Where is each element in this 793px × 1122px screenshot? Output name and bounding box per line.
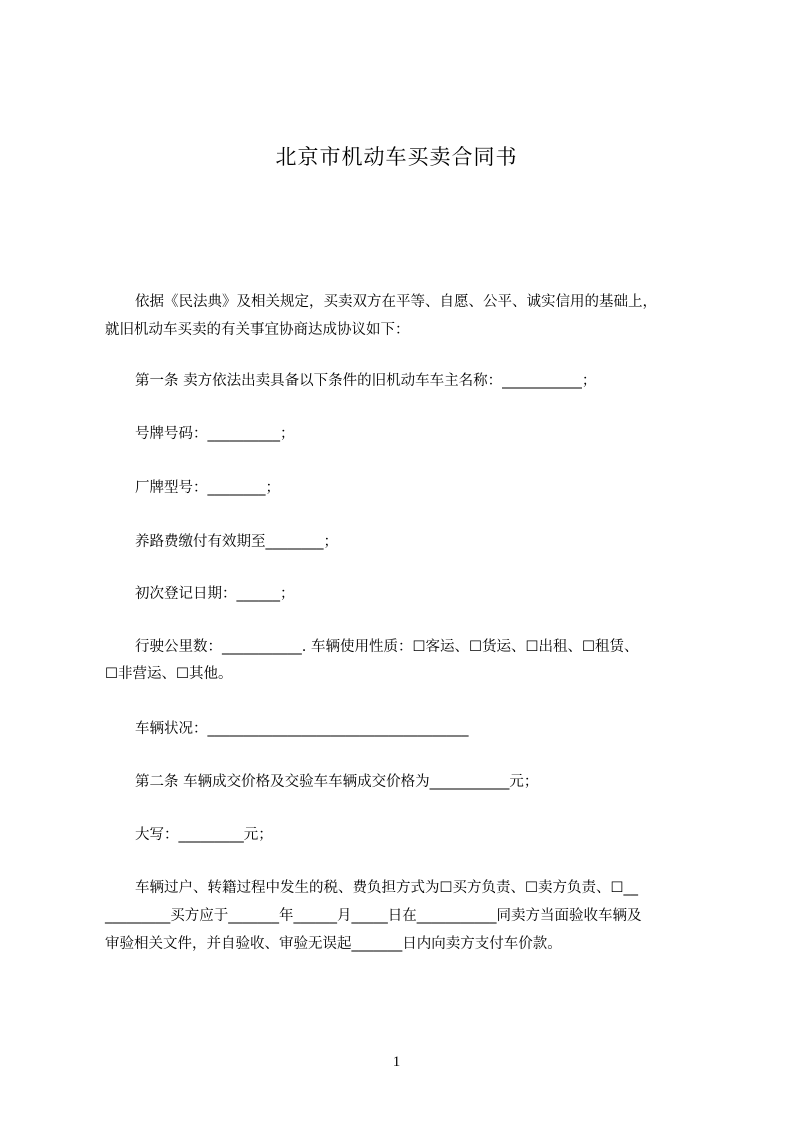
article-1-seller-name: 第一条 卖方依法出卖具备以下条件的旧机动车车主名称：___________； [135,373,597,389]
transfer-fee-line-3: 审验相关文件，并自验收、审验无误起_______日内向卖方支付车价款。 [105,936,562,952]
preamble-line-2: 就旧机动车买卖的有关事宜协商达成协议如下： [105,322,410,338]
preamble-line-1: 依据《民法典》及相关规定，买卖双方在平等、自愿、公平、诚实信用的基础上， [135,294,657,310]
plate-number-line: 号牌号码：__________； [135,426,295,442]
road-fee-line: 养路费缴付有效期至________； [135,534,338,550]
article-2-price-line: 第二条 车辆成交价格及交验车车辆成交价格为___________元； [135,774,539,790]
transfer-fee-line-2: _________买方应于_______年______月_____日在___________同卖方当面验收车辆及 [105,908,642,924]
page-number: 1 [392,1054,401,1070]
mileage-usage-line-1: 行驶公里数：___________. 车辆使用性质：☐客运、☐货运、☐出租、☐租赁、 [135,639,639,655]
mileage-usage-line-2: ☐非营运、☐其他。 [105,666,233,682]
first-registration-line: 初次登记日期：______； [135,586,295,602]
transfer-fee-line-1: 车辆过户、转籍过程中发生的税、费负担方式为☐买方负责、☐卖方负责、☐__ [135,880,638,896]
vehicle-condition-line: 车辆状况：____________________________________ [135,721,469,737]
price-in-words-line: 大写：_________元； [135,827,273,843]
brand-model-line: 厂牌型号：________； [135,480,280,496]
page-title: 北京市机动车买卖合同书 [275,145,518,169]
